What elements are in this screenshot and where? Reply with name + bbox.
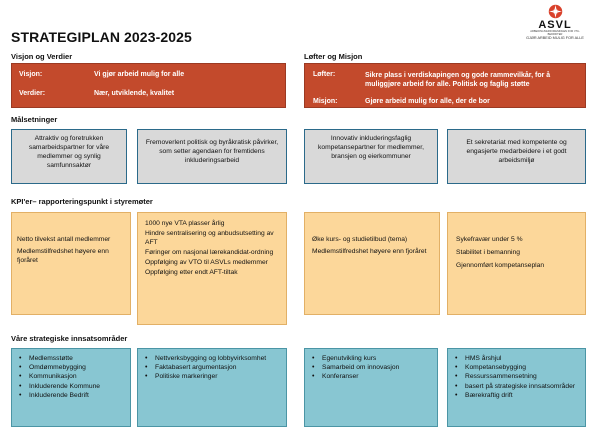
kpi-box-3 bbox=[304, 212, 440, 315]
goals-heading: Målsetninger bbox=[11, 115, 58, 124]
asvl-logo bbox=[525, 4, 585, 44]
kpi-heading: KPI'er– rapporteringspunkt i styremøter bbox=[11, 197, 153, 206]
kpi-item: 1000 nye VTA plasser årlig bbox=[145, 220, 225, 227]
goal-box-1: Attraktiv og foretrukken samarbeidspartner for våre medlemmer og synlig samfunnsaktør bbox=[11, 129, 127, 184]
kpi-item: Medlemstilfredshet høyere enn fjoråret bbox=[312, 248, 427, 255]
kpi-item: Medlemstilfredshet høyere enn fjoråret bbox=[17, 248, 109, 264]
kpi-item: Øke kurs- og studietilbud (tema) bbox=[312, 236, 408, 243]
list-item: • Egenutvikling kurs bbox=[309, 354, 433, 363]
kpi-box-4 bbox=[447, 212, 586, 315]
strategy-box-4 bbox=[447, 348, 586, 427]
strategy-box-1 bbox=[11, 348, 131, 427]
list-item: • Medlemsstøtte bbox=[16, 354, 126, 363]
list-item: • Kompetansebygging bbox=[452, 363, 581, 372]
kpi-item: Stabilitet i bemanning bbox=[456, 249, 520, 256]
promise-value: Sikre plass i verdiskapingen og gode rammevilkår, for å muliggjøre arbeid for alle. Politisk og faglig støtte bbox=[365, 72, 551, 88]
kpi-item: Netto tilvekst antall medlemmer bbox=[17, 236, 111, 243]
page-title: STRATEGIPLAN 2023-2025 bbox=[11, 29, 192, 45]
kpi-item: Oppfølging etter endt AFT-tiltak bbox=[145, 269, 238, 276]
mission-label: Misjon: bbox=[313, 98, 338, 105]
kpi-item: Føringer om nasjonal lærekandidat-ordning bbox=[145, 249, 274, 256]
kpi-item: Oppfølging av VTO til ASVLs medlemmer bbox=[145, 259, 268, 266]
list-item: • Faktabasert argumentasjon bbox=[142, 363, 282, 372]
logo-wordmark: ASVL bbox=[538, 19, 572, 31]
strategy-box-2 bbox=[137, 348, 287, 427]
list-item: • Konferanser bbox=[309, 372, 433, 381]
list-item: • Bærekraftig drift bbox=[452, 391, 581, 400]
logo-tagline-small: ARBEIDSGIVERFORENINGEN FOR VTA-BEDRIFTER bbox=[530, 30, 580, 36]
list-item: • Ressurssammensetning bbox=[452, 372, 581, 381]
values-value: Nær, utviklende, kvalitet bbox=[94, 90, 175, 97]
vision-box bbox=[11, 63, 286, 108]
strategy-heading: Våre strategiske innsatsområder bbox=[11, 334, 128, 343]
strategy-box-3 bbox=[304, 348, 438, 427]
list-item: • Omdømmebygging bbox=[16, 363, 126, 372]
list-item: • basert på strategiske innsatsområder bbox=[452, 382, 581, 391]
vision-heading: Visjon og Verdier bbox=[11, 52, 73, 61]
list-item: • HMS årshjul bbox=[452, 354, 581, 363]
logo-tagline: GJØR ARBEID MULIG FOR ALLE bbox=[526, 36, 584, 40]
vision-label: Visjon: bbox=[19, 71, 43, 78]
asvl-emblem-icon bbox=[548, 4, 563, 19]
promise-label: Løfter: bbox=[313, 71, 336, 78]
kpi-item: Gjennomført kompetanseplan bbox=[456, 262, 545, 269]
kpi-box-1 bbox=[11, 212, 131, 315]
list-item: • Samarbeid om innovasjon bbox=[309, 363, 433, 372]
list-item: • Kommunikasjon bbox=[16, 372, 126, 381]
list-item: • Nettverksbygging og lobbyvirksomhet bbox=[142, 354, 282, 363]
promise-heading: Løfter og Misjon bbox=[304, 52, 363, 61]
kpi-item: Hindre sentralisering og anbudsutsetting av AFT bbox=[145, 230, 274, 246]
list-item: • Inkluderende Bedrift bbox=[16, 391, 126, 400]
goal-box-3: Innovativ inkluderingsfaglig kompetansepartner for medlemmer, bransjen og eierkommuner bbox=[304, 129, 438, 184]
goal-box-4: Et sekretariat med kompetente og engasjerte medarbeidere i et godt arbeidsmiljø bbox=[447, 129, 586, 184]
goal-box-2: Fremoverlent politisk og byråkratisk påvirker, som setter agendaen for fremtidens inkluderingsarbeid bbox=[137, 129, 287, 184]
list-item: • Politiske markeringer bbox=[142, 372, 282, 381]
values-label: Verdier: bbox=[19, 90, 46, 97]
kpi-box-2 bbox=[137, 212, 287, 325]
promise-box bbox=[304, 63, 586, 108]
vision-value: Vi gjør arbeid mulig for alle bbox=[94, 71, 185, 78]
list-item: • Inkluderende Kommune bbox=[16, 382, 126, 391]
kpi-item: Sykefravær under 5 % bbox=[456, 236, 523, 243]
mission-value: Gjøre arbeid mulig for alle, der de bor bbox=[365, 98, 490, 105]
